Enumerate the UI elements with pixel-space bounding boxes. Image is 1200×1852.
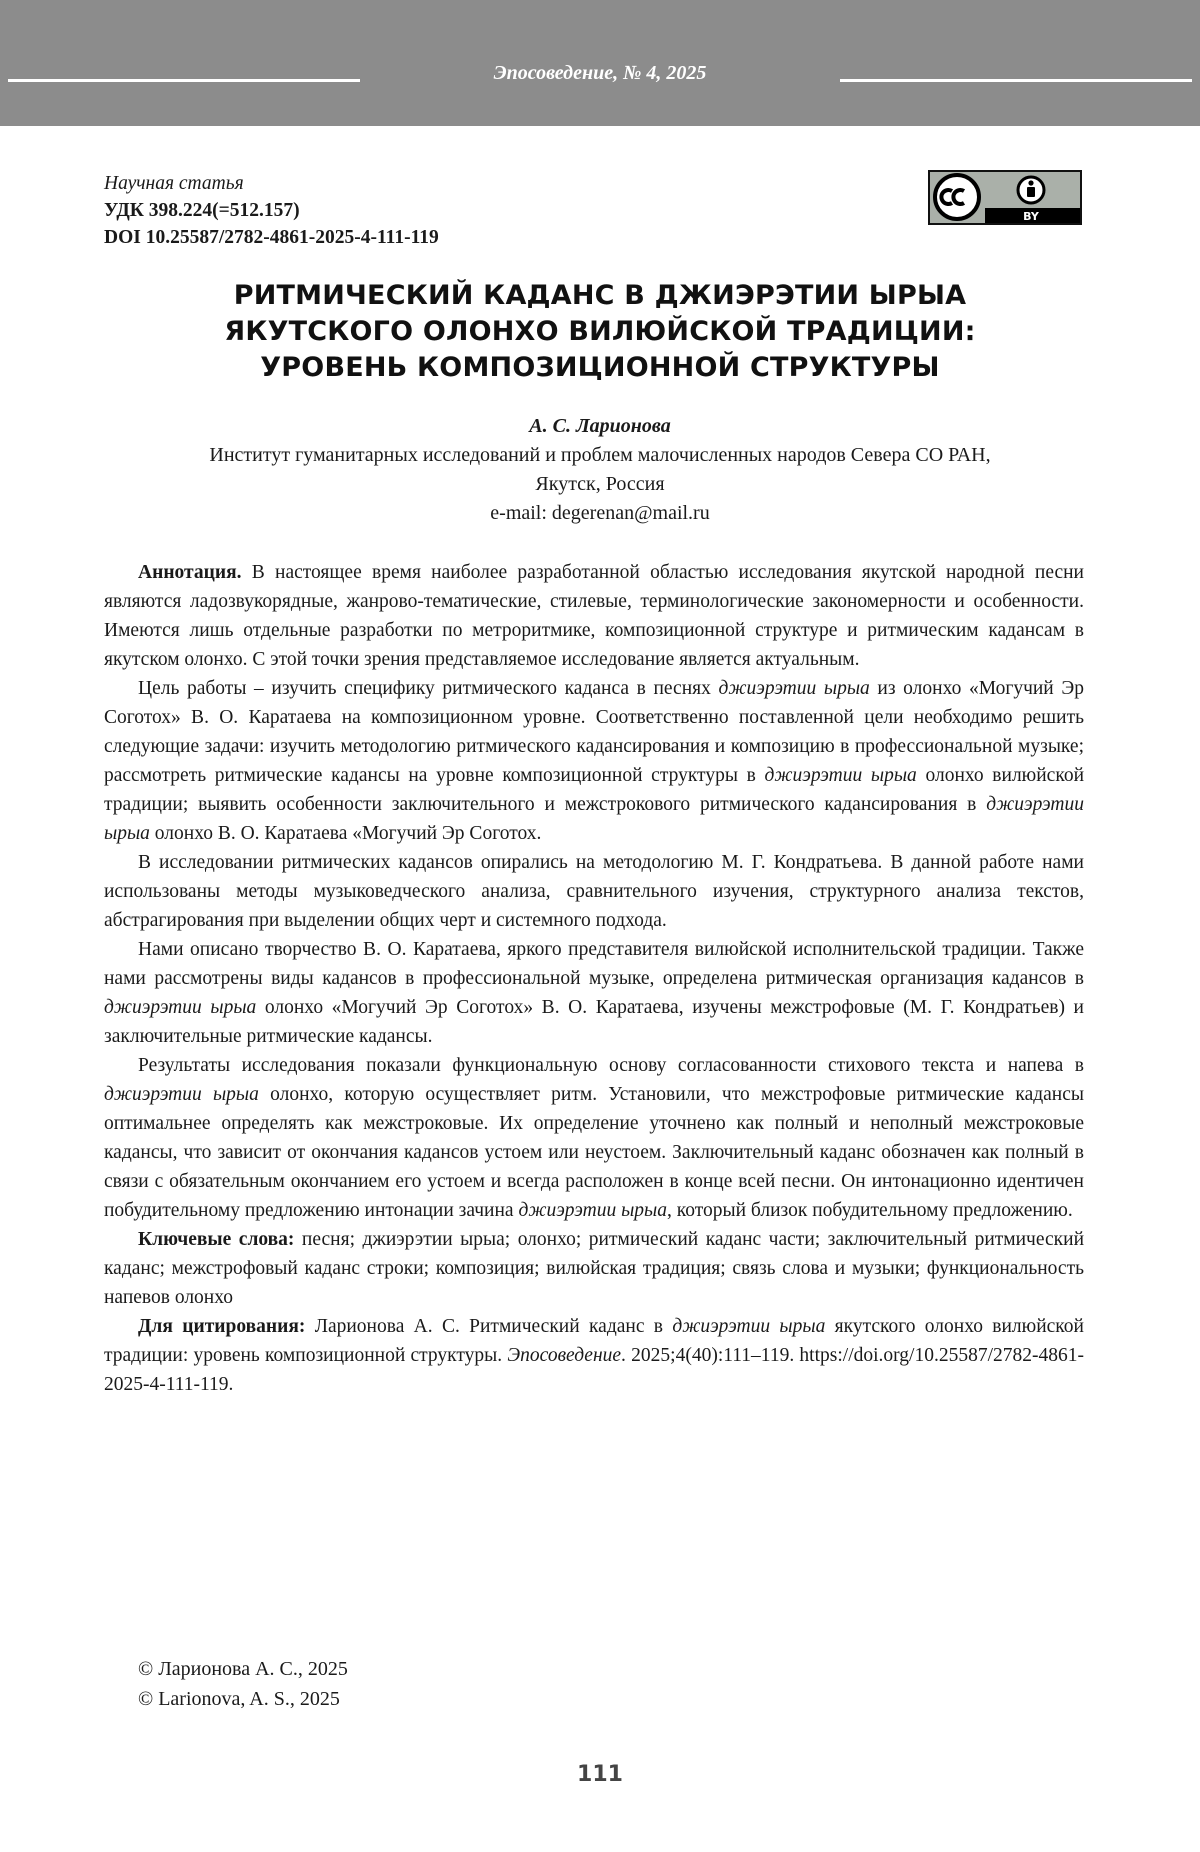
- citation: [104, 1312, 1084, 1399]
- copyright-ru: © Ларионова А. С., 2025: [138, 1658, 348, 1680]
- text-run: олонхо «Могучий Эр Соготох» В. О. Каратаева, изучены межстрофовые (М. Г. Кондратьев) и заключительные ритмические кадансы.: [104, 997, 1084, 1047]
- text-run: Результаты исследования показали функциональную основу согласованности стихового текста и напева в: [138, 1055, 1084, 1076]
- term-italic: джиэрэтии ырыа: [104, 1084, 259, 1105]
- term-italic: джиэрэтии ырыа: [672, 1316, 826, 1337]
- journal-header-band: [0, 0, 1200, 126]
- text-run: олонхо, которую осуществляет ритм. Установили, что межстрофовые ритмические кадансы оптимальнее определять как межстроковые. Их определение уточнено как полный и неполный межстроковые кадансы, что зависит от окончания кадансов устоем или неустоем. Заключительный каданс обозначен как полный в связи с обязательным окончанием его устоем и всегда расположен в конце всей песни. Он интонационно идентичен побудительному предложению интонации зачина: [104, 1084, 1084, 1221]
- cc-by-icon: [930, 172, 1080, 223]
- abstract-paragraph-4: [104, 935, 1084, 1051]
- article-kind: Научная статья: [104, 173, 244, 194]
- title-line-3: УРОВЕНЬ КОМПОЗИЦИОННОЙ СТРУКТУРЫ: [260, 352, 940, 383]
- text-run: олонхо вилюйской традиции; выявить особенности заключительного и межстрокового ритмического кадансирования в: [104, 765, 1085, 815]
- author-location: Якутск, Россия: [535, 473, 665, 495]
- doi: DOI 10.25587/2782-4861-2025-4-111-119: [104, 227, 439, 248]
- text-run: из олонхо «Могучий Эр Соготох» В. О. Каратаева на композиционном уровне. Соответственно поставленной цели необходимо решить следующие задачи: изучить методологию ритмического кадансирования и композицию в профессиональной музыке; рассмотреть ритмические кадансы на уровне композиционной структуры в: [104, 678, 1084, 786]
- text-run: Нами описано творчество В. О. Каратаева, яркого представителя вилюйской исполнительской традиции. Также нами рассмотрены виды кадансов в профессиональной музыке, определена ритмическая организация кадансов в: [104, 939, 1084, 989]
- copyright-en: © Larionova, A. S., 2025: [138, 1688, 340, 1710]
- keywords: [104, 1225, 1084, 1312]
- text-run: Ларионова А. С. Ритмический каданс в: [305, 1316, 673, 1337]
- abstract-label: Аннотация.: [138, 562, 242, 583]
- abstract-paragraph-3: В исследовании ритмических кадансов опирались на методологию М. Г. Кондратьева. В данной работе нами использованы методы музыковедческого анализа, сравнительного изучения, структурного анализа текстов, абстрагирования при выделении общих черт и системного подхода.: [104, 852, 1084, 931]
- term-italic: джиэрэтии ырыа: [104, 794, 1084, 844]
- author-email: e-mail: degerenan@mail.ru: [490, 502, 710, 524]
- article-meta: [104, 170, 439, 251]
- page-number: 111: [577, 1762, 623, 1787]
- header-rule-left: [8, 79, 360, 82]
- article-title: [104, 278, 1096, 386]
- abstract-text: В настоящее время наиболее разработанной областью исследования якутской народной песни являются ладозвукорядные, жанрово-тематические, стилевые, терминологические закономерности и особенности. Имеются лишь отдельные разработки по метроритмике, композиционной структуре и ритмическим кадансам в якутском олонхо. С этой точки зрения представляемое исследование является актуальным.: [104, 562, 1084, 670]
- citation-label: Для цитирования:: [138, 1316, 306, 1337]
- header-rule-right: [840, 79, 1192, 82]
- abstract-paragraph-2: [104, 674, 1084, 848]
- title-line-1: РИТМИЧЕСКИЙ КАДАНС В ДЖИЭРЭТИИ ЫРЫА: [233, 280, 967, 311]
- copyright-block: [138, 1654, 348, 1714]
- citation-journal: Эпосоведение: [507, 1345, 622, 1366]
- author-block: [104, 412, 1096, 528]
- abstract: [104, 558, 1084, 1399]
- udk-code: УДК 398.224(=512.157): [104, 200, 300, 221]
- cc-by-label: BY: [1023, 210, 1039, 223]
- text-run: Цель работы – изучить специфику ритмического каданса в песнях: [138, 678, 719, 699]
- text-run: олонхо В. О. Каратаева «Могучий Эр Соготох.: [149, 823, 542, 844]
- cc-by-license-badge: [928, 170, 1082, 225]
- author-name: А. С. Ларионова: [529, 415, 671, 437]
- term-italic: джиэрэтии ырыа: [104, 997, 257, 1018]
- citation-doi: . 2025;4(40):111–119. https://doi.org/10.25587/2782-4861-2025-4-111-119.: [104, 1345, 1084, 1395]
- text-run: якутского олонхо вилюйской традиции: уровень композиционной структуры.: [104, 1316, 1084, 1366]
- term-italic: джиэрэтии ырыа: [518, 1200, 668, 1221]
- abstract-paragraph-5: [104, 1051, 1084, 1225]
- journal-running-head: Эпосоведение, № 4, 2025: [493, 62, 707, 84]
- keywords-label: Ключевые слова:: [138, 1229, 295, 1250]
- title-line-2: ЯКУТСКОГО ОЛОНХО ВИЛЮЙСКОЙ ТРАДИЦИИ:: [224, 316, 976, 347]
- abstract-paragraph-1: [104, 558, 1084, 674]
- text-run: , который близок побудительному предложению.: [667, 1200, 1073, 1221]
- term-italic: джиэрэтии ырыа: [764, 765, 917, 786]
- keywords-list: песня; джиэрэтии ырыа; олонхо; ритмический каданс части; заключительный ритмический каданс; межстрофовый каданс строки; композиция; вилюйская традиция; связь слова и музыки; функциональность напевов олонхо: [104, 1229, 1085, 1308]
- term-italic: джиэрэтии ырыа: [718, 678, 870, 699]
- author-affiliation: Институт гуманитарных исследований и проблем малочисленных народов Севера СО РАН,: [209, 444, 991, 466]
